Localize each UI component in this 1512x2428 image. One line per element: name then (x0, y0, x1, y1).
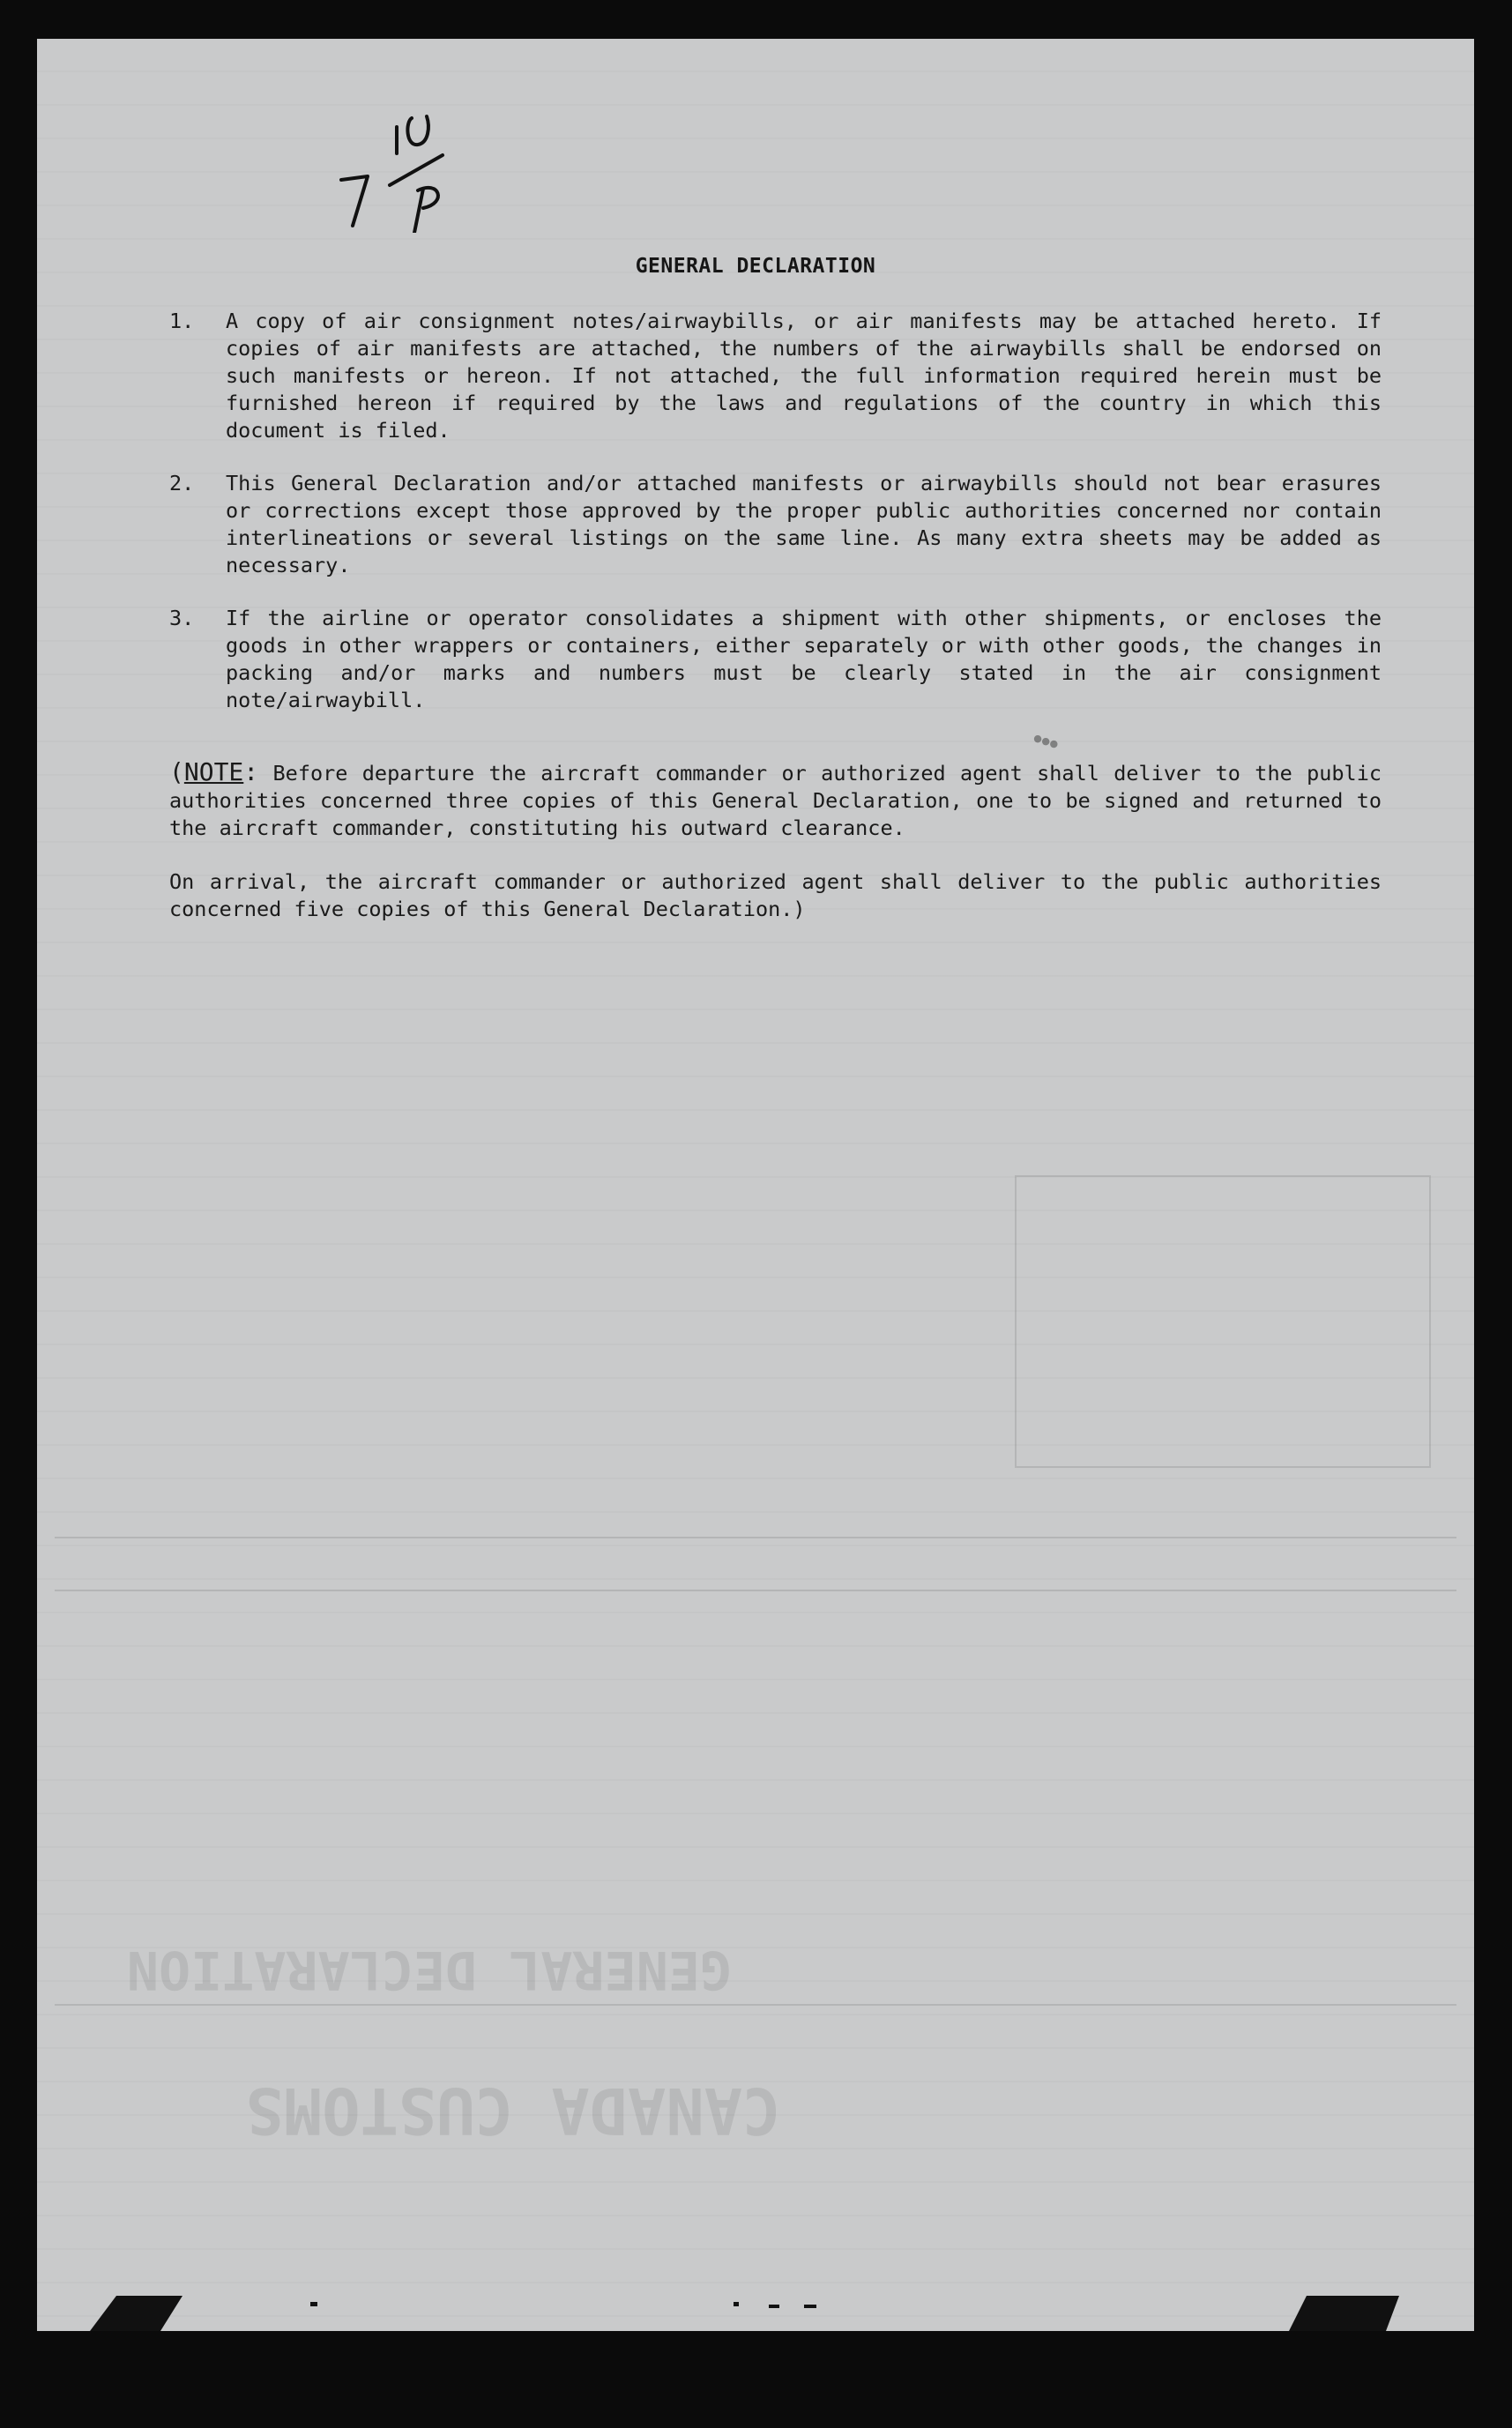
note-paragraph (169, 758, 1382, 842)
document-title: GENERAL DECLARATION (635, 255, 876, 278)
item-number: 2. (169, 471, 195, 495)
note-text: Before departure the aircraft commander or authorized agent shall deliver to the public authorities concerned three copies of this General Declaration, one to be signed and returned to the aircraft commander, constituting his outward clearance. (169, 761, 1382, 840)
note-colon: : (243, 757, 259, 786)
declaration-body (169, 308, 1382, 923)
arrival-paragraph: On arrival, the aircraft commander or authorized agent shall deliver to the public authorities concerned five copies of this General Declaration.) (169, 869, 1382, 921)
item-text: If the airline or operator consolidates a shipment with other shipments, or encloses the goods in other wrappers or containers, either separately or with other goods, the changes in packing and/or marks and numbers must be clearly stated in the air consignment note/airwaybill. (226, 606, 1382, 712)
item-text: A copy of air consignment notes/airwaybills, or air manifests may be attached hereto. If copies of air manifests are attached, the numbers of the airwaybills shall be endorsed on such manifests or hereon. If not attached, the full information required herein must be furnished hereon if required by the laws and regulations of the country in which this document is filed. (226, 309, 1382, 443)
handwritten-annotation (319, 92, 495, 233)
list-item (169, 605, 1382, 714)
list-item (169, 308, 1382, 444)
item-number: 3. (169, 606, 195, 630)
note-open-paren: ( (169, 757, 184, 786)
item-number: 1. (169, 309, 195, 333)
list-item (169, 470, 1382, 579)
bleed-through-heading: CANADA CUSTOMS (245, 2074, 781, 2148)
note-label: NOTE (183, 757, 244, 786)
faint-stamp: ●●● (1032, 731, 1061, 751)
document-page (37, 39, 1474, 2331)
item-text: This General Declaration and/or attached manifests or airwaybills should not bear erasures or corrections except those approved by the proper public authorities concerned nor contain interlineations or several listings on the same line. As many extra sheets may be added as necessary. (226, 471, 1382, 577)
bleed-through-title: GENERAL DECLARATION (126, 1939, 733, 2000)
